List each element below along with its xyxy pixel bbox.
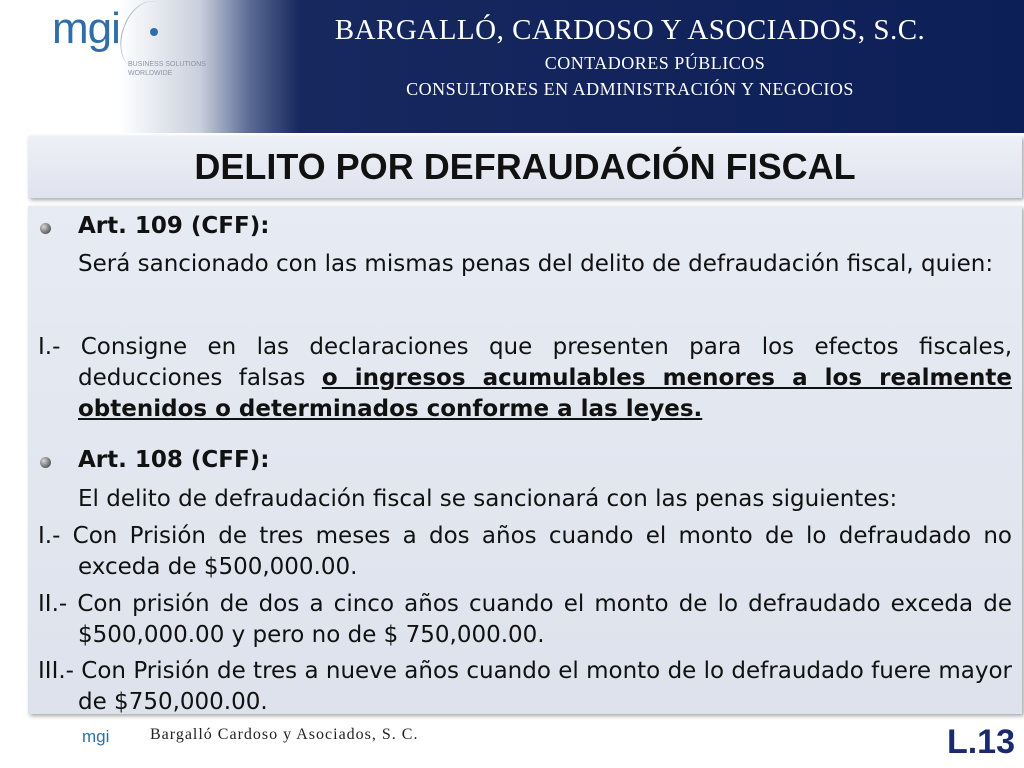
footer-logo <box>82 727 138 749</box>
logo-text: mgi <box>52 4 120 53</box>
slide-number: L.13 <box>946 723 1015 761</box>
header-band <box>0 0 1024 133</box>
art109-item-text: Consigne en las declaraciones que presenten para los efectos fiscales, deducciones falsas <box>60 334 1012 391</box>
art109-item-emphasis: o ingresos acumulables menores a los realmente obtenidos o determinados conforme a las leyes. <box>78 365 1013 422</box>
art108-item-3: III.- Con Prisión de tres a nueve años cuando el monto de lo defraudado fuere mayor de $750,000.00. <box>38 658 1012 715</box>
bullet-icon <box>40 457 51 468</box>
mgi-logo <box>52 4 222 84</box>
art109-item-prefix: I.- <box>38 334 61 360</box>
firm-subtitle-2: CONSULTORES EN ADMINISTRACIÓN Y NEGOCIOS <box>406 79 854 99</box>
slide-title: DELITO POR DEFRAUDACIÓN FISCAL <box>194 146 856 187</box>
art109-item <box>38 332 1012 425</box>
art109-heading: Art. 109 (CFF): <box>78 213 270 239</box>
art108-item-1: I.- Con Prisión de tres meses a dos años cuando el monto de lo defraudado no exceda de $500,000.00. <box>38 523 1012 580</box>
slide-title-bar <box>28 136 1022 198</box>
logo-dot-icon <box>150 28 158 36</box>
art109-intro: Será sancionado con las mismas penas del delito de defraudación fiscal, quien: <box>78 251 994 277</box>
bullet-icon <box>40 223 51 234</box>
art108-heading: Art. 108 (CFF): <box>78 447 270 473</box>
footer-logo-text: mgi <box>82 727 110 746</box>
content-panel <box>28 206 1022 714</box>
firm-name: BARGALLÓ, CARDOSO Y ASOCIADOS, S.C. <box>334 14 926 46</box>
logo-tagline: BUSINESS SOLUTIONS WORLDWIDE <box>128 61 206 77</box>
firm-subtitle-1: CONTADORES PÚBLICOS <box>544 53 766 73</box>
footer-firm-name: Bargalló Cardoso y Asociados, S. C. <box>150 726 419 743</box>
art108-item-2: II.- Con prisión de dos a cinco años cuando el monto de lo defraudado exceda de $500,000.00 y pero no de $ 750,000.00. <box>38 591 1012 648</box>
art108-intro: El delito de defraudación fiscal se sancionará con las penas siguientes: <box>78 486 898 512</box>
